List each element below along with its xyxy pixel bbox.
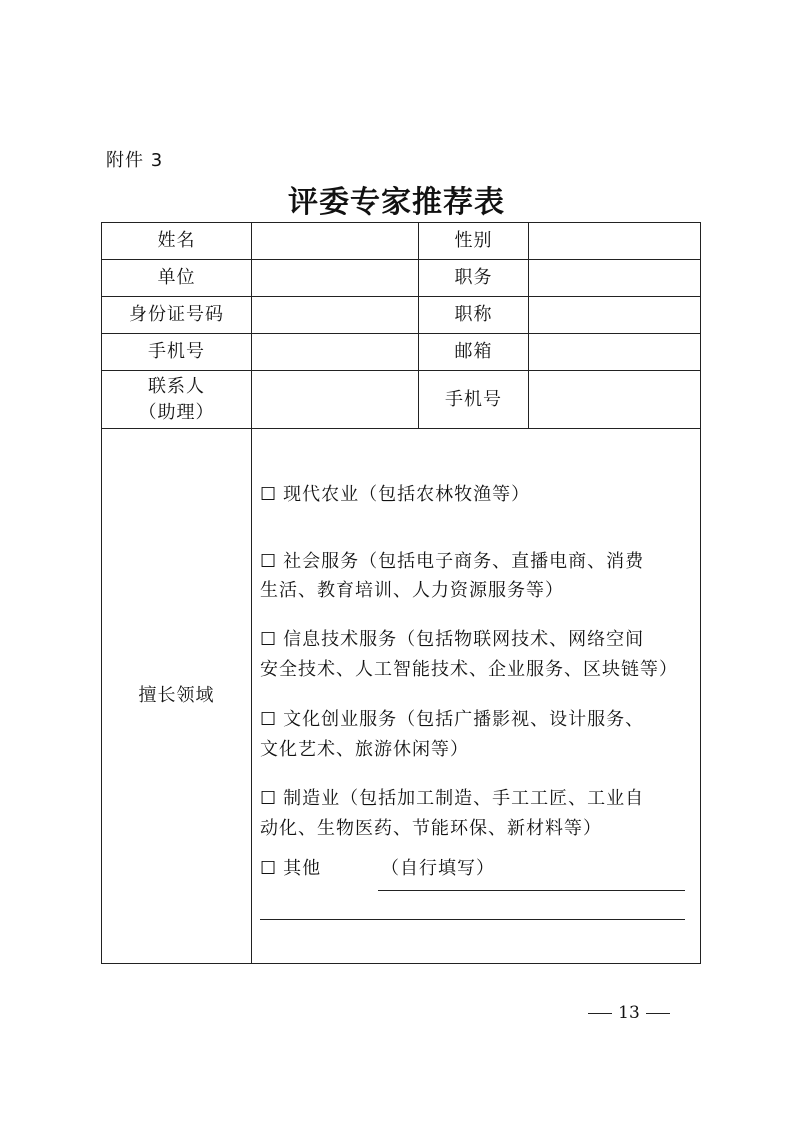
- other-fill-hint: （自行填写）: [381, 858, 495, 879]
- form-row-contact: [102, 334, 701, 371]
- other-fill-line-2[interactable]: [260, 889, 685, 920]
- label-assistant-line1: 联系人: [148, 375, 205, 397]
- checkbox-icon[interactable]: ☐: [260, 551, 278, 572]
- field-employer[interactable]: [252, 260, 419, 297]
- field-assistant[interactable]: [252, 371, 419, 429]
- label-assistant: [102, 371, 252, 429]
- option-label-cont: 动化、生物医药、节能环保、新材料等）: [260, 818, 602, 839]
- label-name: 姓名: [102, 223, 252, 260]
- label-expertise: 擅长领域: [102, 429, 252, 964]
- field-id-number[interactable]: [252, 297, 419, 334]
- label-position: 职务: [419, 260, 529, 297]
- document-title: 评委专家推荐表: [288, 185, 505, 220]
- label-title-rank: 职称: [419, 297, 529, 334]
- page-number: [0, 1002, 793, 1024]
- option-label-cont: 生活、教育培训、人力资源服务等）: [260, 580, 564, 601]
- page-dash-right: [646, 1013, 670, 1014]
- field-assistant-mobile[interactable]: [529, 371, 701, 429]
- checkbox-icon[interactable]: ☐: [260, 858, 278, 879]
- option-cultural-creative[interactable]: [260, 705, 686, 735]
- field-mobile[interactable]: [252, 334, 419, 371]
- form-row-expertise: [102, 429, 701, 964]
- page-dash-left: [588, 1013, 612, 1014]
- form-row-employer: [102, 260, 701, 297]
- other-fill-line[interactable]: [378, 857, 685, 891]
- attachment-label: 附件 3: [106, 150, 164, 171]
- recommendation-form: [101, 222, 701, 964]
- field-title-rank[interactable]: [529, 297, 701, 334]
- label-id-number: 身份证号码: [102, 297, 252, 334]
- option-label: 文化创业服务（包括广播影视、设计服务、: [283, 709, 645, 730]
- field-position[interactable]: [529, 260, 701, 297]
- option-label: 社会服务（包括电子商务、直播电商、消费: [283, 551, 645, 572]
- option-label-cont: 文化艺术、旅游休闲等）: [260, 739, 469, 760]
- field-name[interactable]: [252, 223, 419, 260]
- label-assistant-line2: （助理）: [138, 401, 215, 423]
- option-social-services-cont: [260, 576, 686, 606]
- option-modern-agriculture[interactable]: [260, 480, 686, 510]
- option-social-services[interactable]: [260, 547, 686, 577]
- expertise-options-cell: [252, 429, 701, 964]
- option-label: 现代农业（包括农林牧渔等）: [283, 484, 531, 505]
- form-row-assistant: [102, 371, 701, 429]
- label-employer: 单位: [102, 260, 252, 297]
- option-it-services-cont: [260, 655, 686, 685]
- option-label: 其他: [283, 858, 322, 879]
- label-email: 邮箱: [419, 334, 529, 371]
- checkbox-icon[interactable]: ☐: [260, 709, 278, 730]
- checkbox-icon[interactable]: ☐: [260, 629, 278, 650]
- label-gender: 性别: [419, 223, 529, 260]
- form-row-id: [102, 297, 701, 334]
- label-mobile: 手机号: [102, 334, 252, 371]
- page-number-value: 13: [618, 1003, 640, 1023]
- option-manufacturing[interactable]: [260, 784, 686, 814]
- option-it-services[interactable]: [260, 625, 686, 655]
- field-email[interactable]: [529, 334, 701, 371]
- option-label: 制造业（包括加工制造、手工工匠、工业自: [283, 788, 645, 809]
- checkbox-icon[interactable]: ☐: [260, 484, 278, 505]
- option-label: 信息技术服务（包括物联网技术、网络空间: [283, 629, 645, 650]
- option-cultural-creative-cont: [260, 735, 686, 765]
- form-row-name: [102, 223, 701, 260]
- option-label-cont: 安全技术、人工智能技术、企业服务、区块链等）: [260, 659, 678, 680]
- label-assistant-mobile: 手机号: [419, 371, 529, 429]
- field-gender[interactable]: [529, 223, 701, 260]
- option-manufacturing-cont: [260, 814, 686, 844]
- checkbox-icon[interactable]: ☐: [260, 788, 278, 809]
